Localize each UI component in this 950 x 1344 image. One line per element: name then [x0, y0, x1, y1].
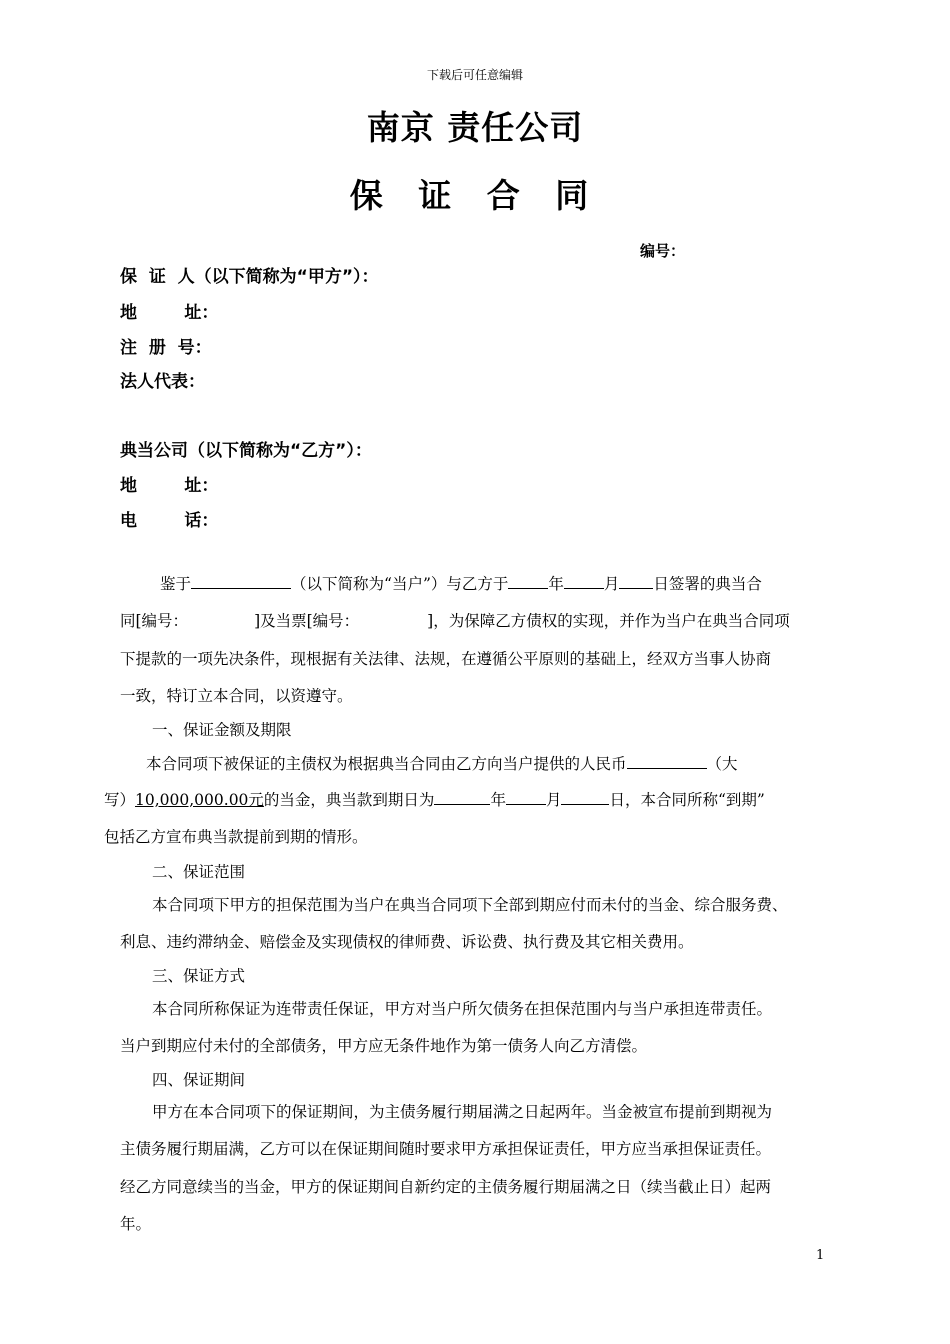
- section-4-line-2: 主债务履行期届满，乙方可以在保证期间随时要求甲方承担保证责任，甲方应当承担保证责任。: [120, 1140, 772, 1158]
- section-2-line-2: 利息、违约滞纳金、赔偿金及实现债权的律师费、诉讼费、执行费及其它相关费用。: [120, 933, 694, 951]
- preamble-line-1: 鉴于 （以下简称为“当户”）与乙方于 年 月 日签署的典当合: [160, 575, 762, 593]
- section-1-line-1: 本合同项下被保证的主债权为根据典当合同由乙方向当户提供的人民币 （大: [146, 755, 738, 773]
- preamble-line-3: 下提款的一项先决条件，现根据有关法律、法规，在遵循公平原则的基础上，经双方当事人协商: [120, 650, 772, 668]
- section-2-line-1: 本合同项下甲方的担保范围为当户在典当合同项下全部到期应付而未付的当金、综合服务费、: [152, 896, 788, 914]
- section-4-line-1: 甲方在本合同项下的保证期间，为主债务履行期届满之日起两年。当金被宣布提前到期视为: [152, 1103, 773, 1121]
- section-4-line-3: 经乙方同意续当的当金，甲方的保证期间自新约定的主债务履行期届满之日（续当截止日）起两: [120, 1178, 772, 1196]
- section-1-line-2: 写）10,000,000.00元的当金，典当款到期日为 年 月 日，本合同所称“到期”: [104, 791, 765, 809]
- party-a-heading: 保 证 人（以下简称为“甲方”）：: [120, 267, 379, 287]
- header-note: 下载后可任意编辑: [426, 68, 523, 82]
- party-a-rep-label: 法人代表：: [120, 372, 205, 392]
- section-2-title: 二、保证范围: [152, 863, 246, 881]
- contract-number-label: 编号：: [640, 242, 686, 260]
- party-a-address-label: 地 址：: [120, 303, 219, 323]
- party-a-reg-label: 注 册 号：: [120, 338, 212, 358]
- section-3-line-1: 本合同所称保证为连带责任保证，甲方对当户所欠债务在担保范围内与当户承担连带责任。: [152, 1000, 773, 1018]
- party-b-address-label: 地 址：: [120, 476, 219, 496]
- document-title: 保 证 合 同: [349, 176, 601, 215]
- section-1-line-3: 包括乙方宣布典当款提前到期的情形。: [104, 828, 368, 846]
- guaranteed-amount: 10,000,000.00元: [135, 791, 264, 809]
- party-b-heading: 典当公司（以下简称为“乙方”）：: [120, 441, 372, 461]
- page-number: 1: [816, 1248, 825, 1263]
- section-1-title: 一、保证金额及期限: [152, 721, 292, 739]
- party-b-phone-label: 电 话：: [120, 511, 219, 531]
- section-4-title: 四、保证期间: [152, 1071, 246, 1089]
- company-name: 南京 责任公司: [366, 108, 584, 147]
- preamble-line-4: 一致，特订立本合同，以资遵守。: [120, 687, 353, 705]
- section-4-line-4: 年。: [120, 1215, 152, 1233]
- section-3-line-2: 当户到期应付未付的全部债务，甲方应无条件地作为第一债务人向乙方清偿。: [120, 1037, 648, 1055]
- section-3-title: 三、保证方式: [152, 967, 246, 985]
- preamble-line-2: 同[编号： ]及当票[编号： ]，为保障乙方债权的实现，并作为当户在典当合同项: [120, 612, 790, 630]
